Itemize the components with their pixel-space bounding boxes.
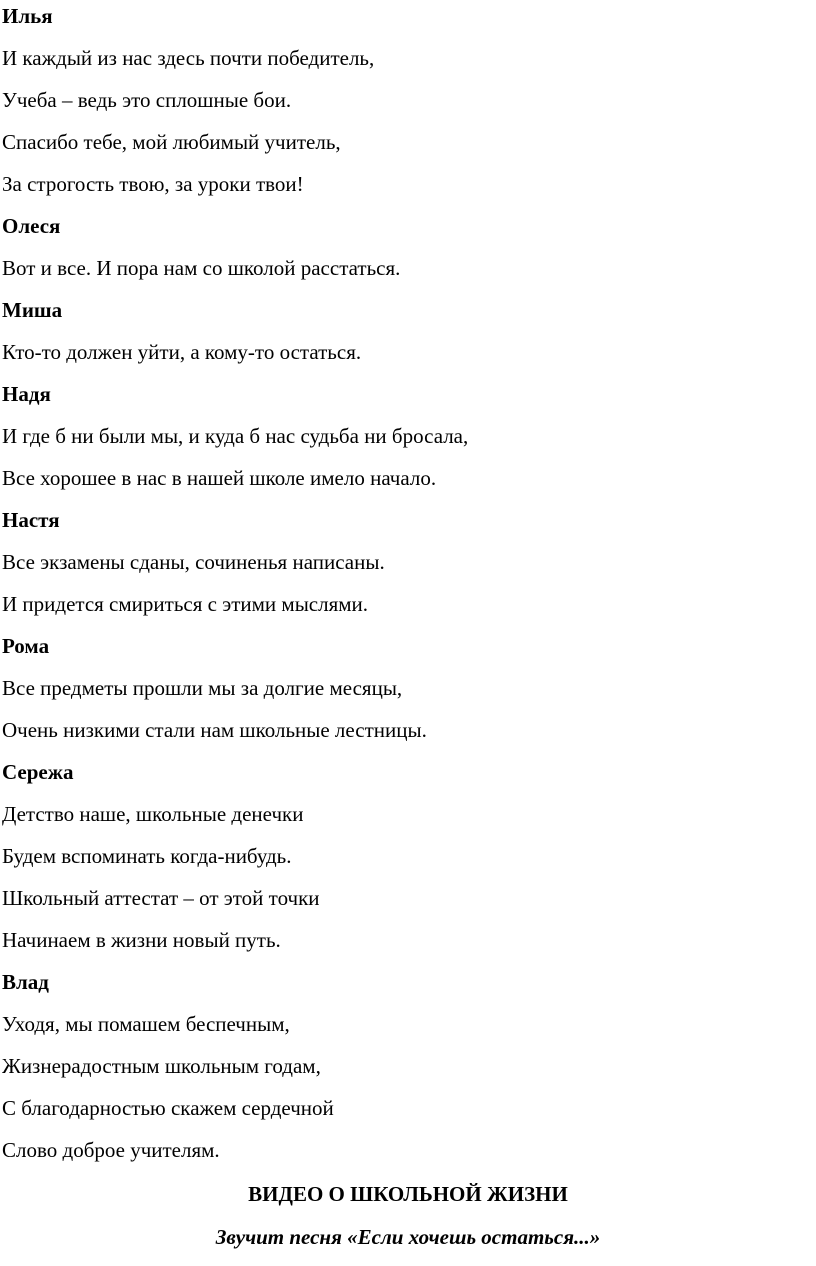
verse-line: Все предметы прошли мы за долгие месяцы,	[2, 676, 403, 700]
verse-line: Очень низкими стали нам школьные лестницы.	[2, 718, 427, 742]
verse-line: Начинаем в жизни новый путь.	[2, 928, 281, 952]
verse-line: За строгость твою, за уроки твои!	[2, 172, 304, 196]
verse-line: Все хорошее в нас в нашей школе имело начало.	[2, 466, 437, 490]
verse-line: И придется смириться с этими мыслями.	[2, 592, 369, 616]
verse-line: Учеба – ведь это сплошные бои.	[2, 88, 292, 112]
verse-line: Будем вспоминать когда-нибудь.	[2, 844, 292, 868]
verse-line: Слово доброе учителям.	[2, 1138, 220, 1162]
verse-line: Детство наше, школьные денечки	[2, 802, 304, 826]
speaker-name: Илья	[2, 4, 53, 28]
speaker-name: Рома	[2, 634, 50, 658]
verse-line: И каждый из нас здесь почти победитель,	[2, 46, 375, 70]
speaker-name: Надя	[2, 382, 51, 406]
speaker-name: Настя	[2, 508, 60, 532]
verse-line: Вот и все. И пора нам со школой расстаться.	[2, 256, 401, 280]
speaker-name: Олеся	[2, 214, 61, 238]
verse-line: Жизнерадостным школьным годам,	[2, 1054, 321, 1078]
speaker-name: Влад	[2, 970, 49, 994]
section-heading: ВИДЕО О ШКОЛЬНОЙ ЖИЗНИ	[248, 1182, 568, 1206]
verse-line: Уходя, мы помашем беспечным,	[2, 1012, 290, 1036]
speaker-name: Миша	[2, 298, 63, 322]
stage-direction: Звучит песня «Если хочешь остаться...»	[215, 1225, 601, 1249]
verse-line: Все экзамены сданы, сочиненья написаны.	[2, 550, 385, 574]
speaker-name: Сережа	[2, 760, 74, 784]
verse-line: И где б ни были мы, и куда б нас судьба ни бросала,	[2, 424, 469, 448]
verse-line: С благодарностью скажем сердечной	[2, 1096, 334, 1120]
verse-line: Кто-то должен уйти, а кому-то остаться.	[2, 340, 362, 364]
verse-line: Спасибо тебе, мой любимый учитель,	[2, 130, 341, 154]
verse-line: Школьный аттестат – от этой точки	[2, 886, 320, 910]
